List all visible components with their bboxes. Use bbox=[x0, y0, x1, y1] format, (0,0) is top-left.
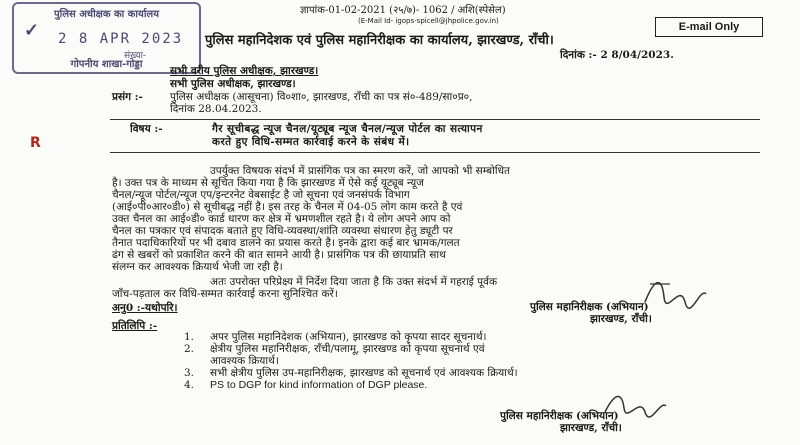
subject-line-1: गैर सूचीबद्ध न्यूज चैनल/यूट्यूब न्यूज चैनल/न्यूज पोर्टल का सत्यापन bbox=[212, 123, 483, 135]
stamp-branch: गोपनीय शाखा-गोड्डा bbox=[70, 59, 143, 70]
copy-item: सभी क्षेत्रीय पुलिस उप-महानिरीक्षक, झारखण्ड को सूचनार्थ एवं आवश्यक क्रियार्थ। bbox=[210, 367, 518, 379]
signature-2-place: झारखण्ड, राँची। bbox=[560, 422, 622, 434]
divider-top bbox=[110, 119, 760, 120]
stamp-date: 2 8 APR 2023 bbox=[58, 31, 184, 47]
signature-1-scribble bbox=[640, 272, 710, 318]
directive-line: अतः उपरोक्त परिप्रेक्ष्य में निर्देश दिया जाता है कि उक्त संदर्भ में गहराई पूर्वक bbox=[210, 276, 498, 288]
subject-line-2: करते हुए विधि-सम्मत कार्रवाई करने के संबंध में। bbox=[212, 136, 410, 148]
office-title: पुलिस महानिदेशक एवं पुलिस महानिरीक्षक का कार्यालय, झारखण्ड, राँची। bbox=[205, 33, 554, 48]
body-line: चैनल/न्यूज पोर्टल/न्यूज एप/इन्टरनेट वेबसाईट है जो सूचना एवं जनसंपर्क विभाग bbox=[112, 189, 410, 201]
subject-label: विषय :- bbox=[130, 123, 163, 135]
copy-number: 1. bbox=[184, 331, 195, 343]
addressee-2: सभी पुलिस अधीक्षक, झारखण्ड। bbox=[170, 78, 296, 90]
memo-number: ज्ञापांक-01-02-2021 (२५/७)- 1062 / अशि(स्पेसेल) bbox=[300, 5, 506, 16]
body-line: उक्त चैनल का आई०डी० कार्ड धारण कर क्षेत्र में भ्रमणशील रहते है। ये लोग अपने आप को bbox=[112, 213, 451, 225]
body-line: चैनल का पत्रकार एवं संपादक बताते हुए विधि-व्यवस्था/शांति व्यवस्था संधारण हेतु ड्यूटी पर bbox=[112, 225, 453, 237]
body-line: संलग्न कर आवश्यक क्रियार्थ भेजी जा रही है। bbox=[112, 261, 283, 273]
body-line: ढंग से खबरों को प्रकाशित करने की बात सामने आयी है। प्रासंगिक पत्र की छायाप्रति साथ bbox=[112, 249, 446, 261]
enclosure-note: अनु0 :-यथोपरि। bbox=[112, 302, 178, 314]
copy-number: 4. bbox=[184, 379, 195, 391]
email-only-badge: E-mail Only bbox=[655, 17, 763, 37]
reference-label: प्रसंग :- bbox=[112, 91, 143, 103]
copy-item-cont: आवश्यक क्रियार्थ। bbox=[210, 355, 279, 367]
email-id: (E-Mail Id- igops-spicell@jhpolice.gov.in) bbox=[358, 17, 499, 25]
body-line: (आई०पी०आर०डी०) से सूचीबद्ध नहीं है। इस तरह के चैनल में 04-05 लोग काम करते है एवं bbox=[112, 201, 463, 213]
copy-item: PS to DGP for kind information of DGP please. bbox=[210, 379, 428, 391]
copy-number: 3. bbox=[184, 367, 195, 379]
copy-item: क्षेत्रीय पुलिस महानिरीक्षक, राँची/पलामू, झारखण्ड को कृपया सूचनार्थ एवं bbox=[210, 343, 485, 355]
directive-line: जाँच-पड़ताल कर विधि-सम्मत कार्रवाई करना सुनिश्चित करें। bbox=[112, 288, 338, 300]
reference-line-1: पुलिस अधीक्षक (आसूचना) वि०शा०, झारखण्ड, राँची का पत्र सं०-489/सा०प्र०, bbox=[170, 91, 473, 103]
body-line: उपर्युक्त विषयक संदर्भ में प्रासंगिक पत्र का स्मरण करें, जो आपको भी सम्बोधित bbox=[210, 165, 511, 177]
copy-item: अपर पुलिस महानिदेशक (अभियान), झारखण्ड को कृपया सादर सूचनार्थ। bbox=[210, 331, 487, 343]
addressee-1: सभी वरीय पुलिस अधीक्षक, झारखण्ड। bbox=[170, 65, 319, 77]
letter-date: दिनांक :- 2 8/04/2023. bbox=[560, 49, 674, 61]
copy-number: 2. bbox=[184, 343, 195, 355]
divider-mid bbox=[110, 152, 760, 153]
body-line: है। उक्त पत्र के माध्यम से सूचित किया गया है कि झारखण्ड में ऐसे कई यूट्यूब न्यूज bbox=[112, 177, 424, 189]
stamp-tick: ✓ bbox=[24, 20, 40, 41]
reference-line-2: दिनांक 28.04.2023. bbox=[170, 103, 262, 115]
signature-1-title: पुलिस महानिरीक्षक (अभियान) bbox=[530, 301, 649, 313]
signature-1-place: झारखण्ड, राँची। bbox=[590, 313, 652, 325]
received-stamp bbox=[12, 2, 201, 74]
stamp-number-label: संख्या- bbox=[124, 51, 146, 61]
body-line: तैनात पदाधिकारियों पर भी दबाव डालने का प्रयास करते है। इनके द्वारा कई बार भ्रामक/गलत bbox=[112, 237, 460, 249]
copy-to-label: प्रतिलिपि :- bbox=[112, 320, 158, 332]
signature-2-title: पुलिस महानिरीक्षक (अभियान) bbox=[500, 410, 619, 422]
stamp-office: पुलिस अधीक्षक का कार्यालय bbox=[54, 9, 159, 20]
margin-handwritten-mark: R bbox=[30, 135, 41, 151]
